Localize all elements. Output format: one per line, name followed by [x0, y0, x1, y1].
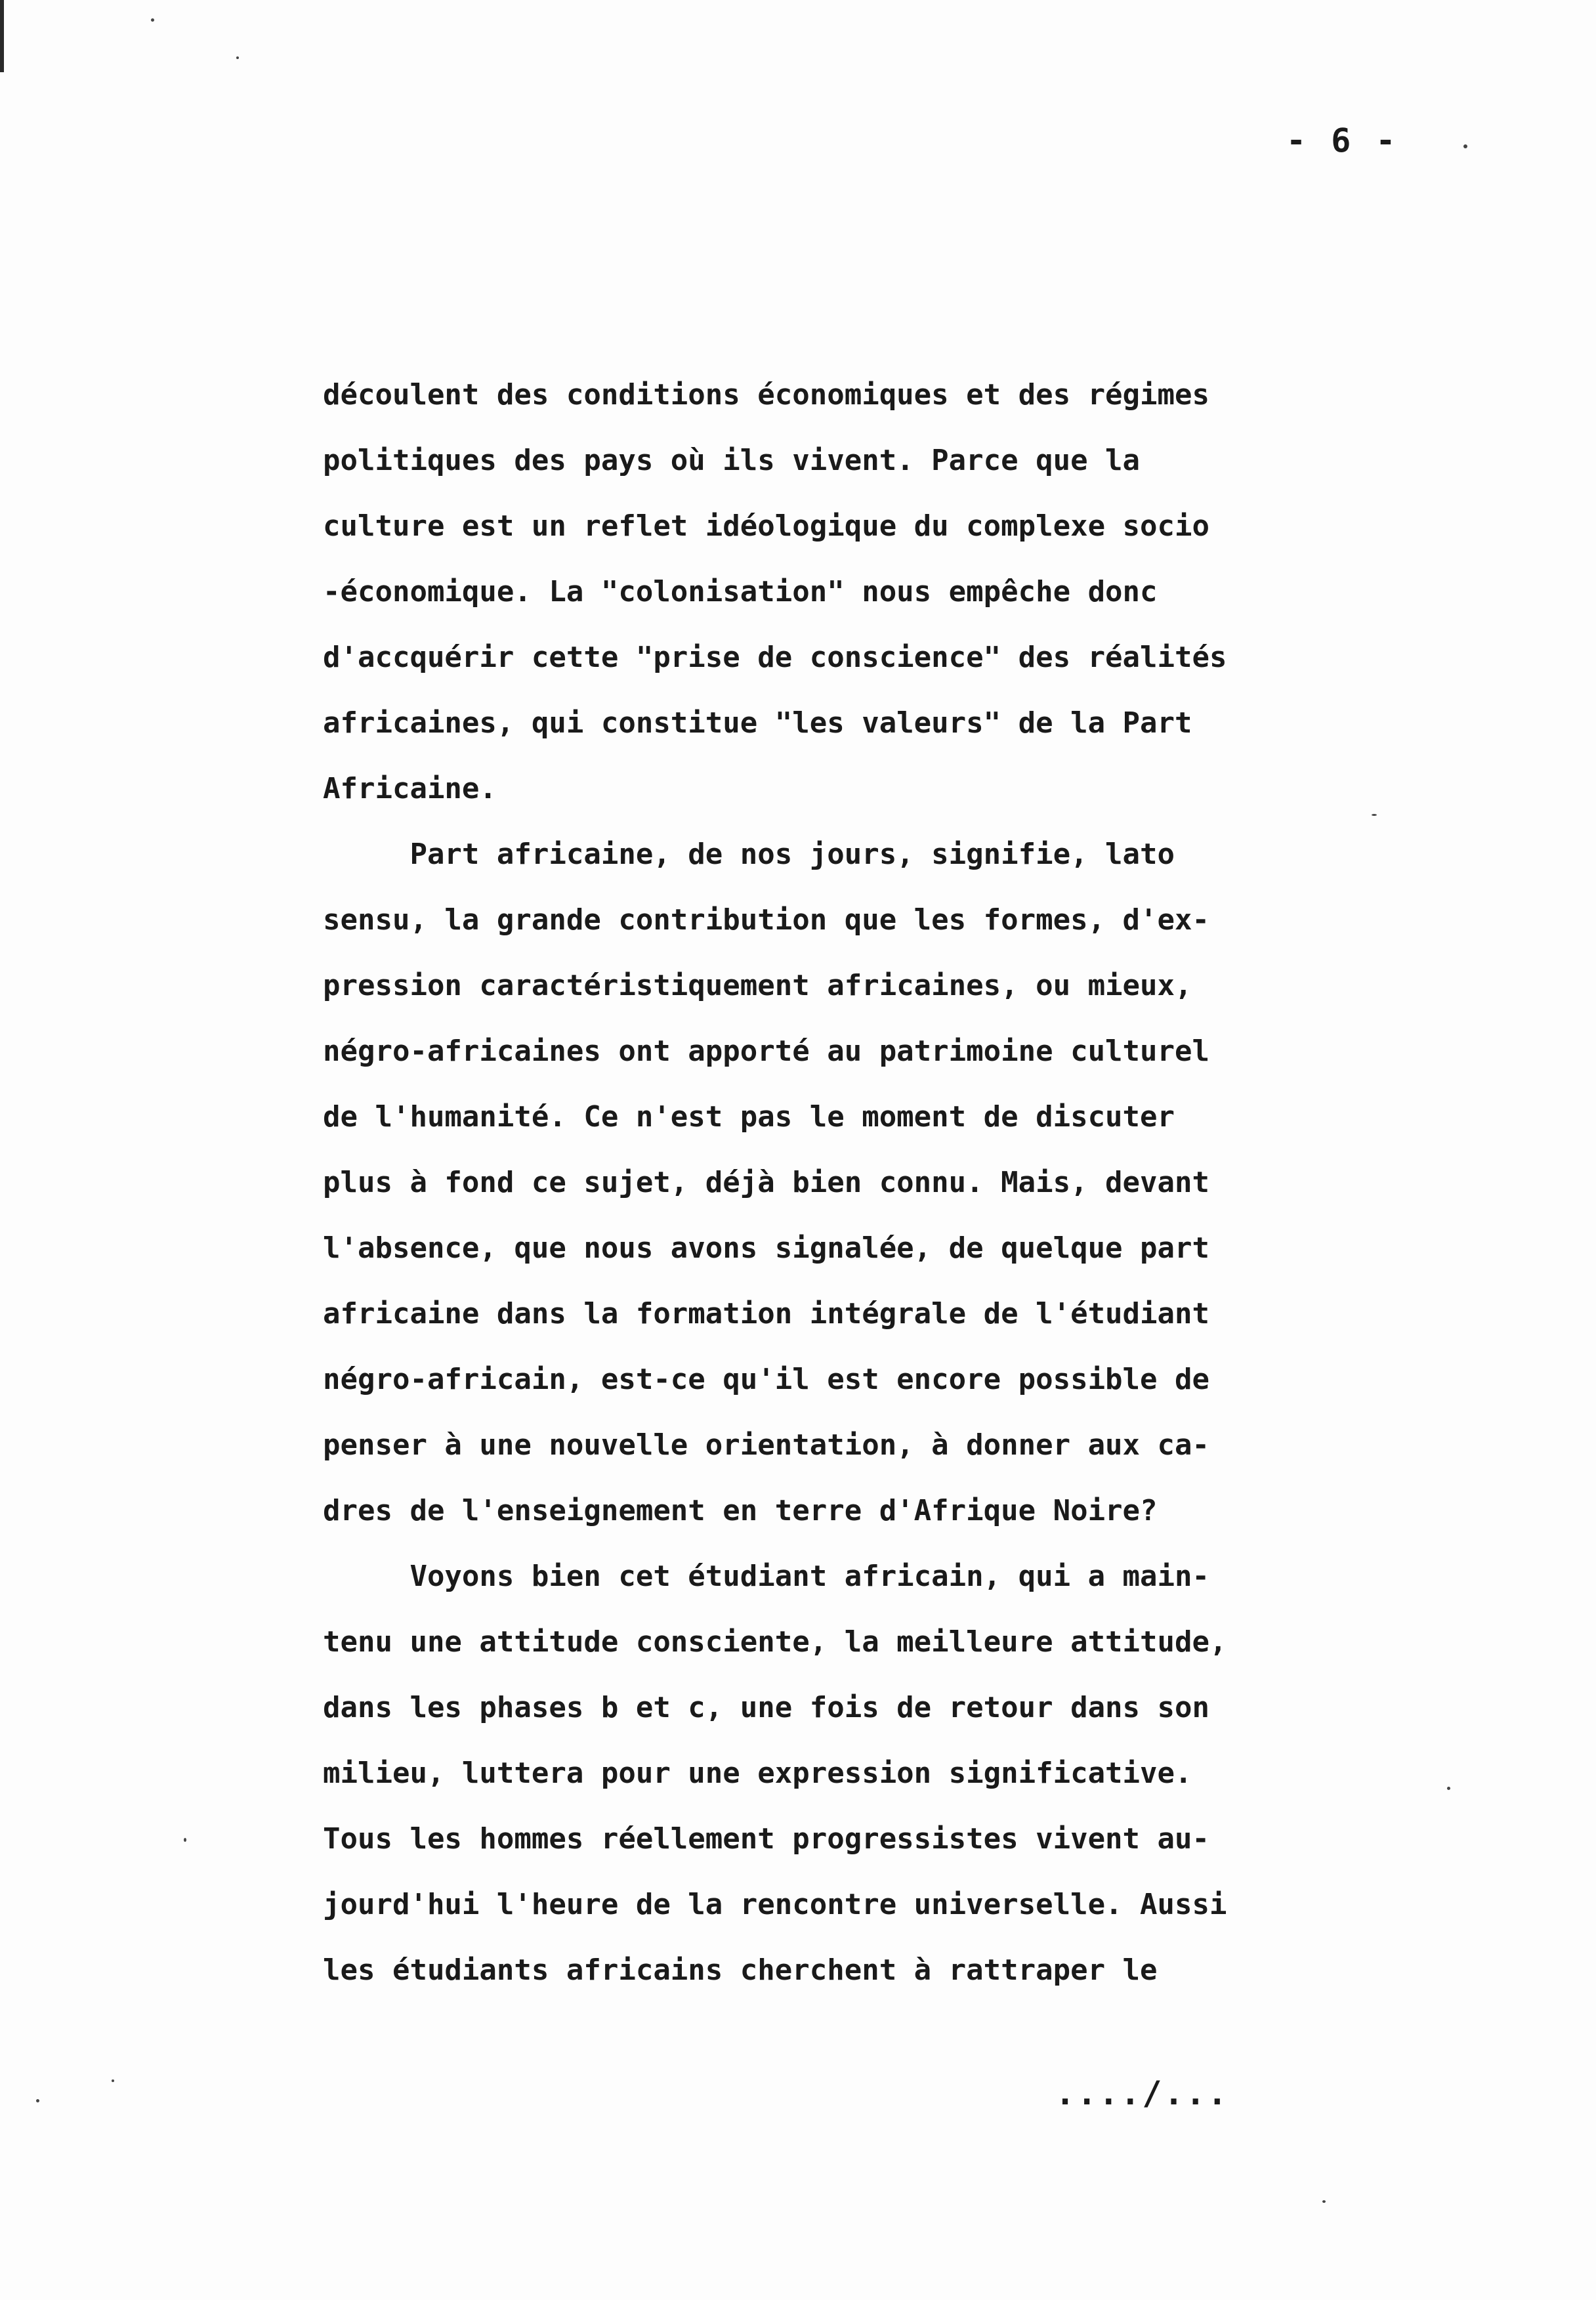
text-line: Voyons bien cet étudiant africain, qui a main- [323, 1560, 1210, 1593]
scan-speck [184, 1838, 186, 1842]
text-line: culture est un reflet idéologique du complexe socio [323, 509, 1210, 543]
text-line: dres de l'enseignement en terre d'Afrique Noire? [323, 1494, 1158, 1527]
text-line: l'absence, que nous avons signalée, de quelque part [323, 1231, 1210, 1265]
text-line: Africaine. [323, 772, 497, 805]
text-line: penser à une nouvelle orientation, à donner aux ca- [323, 1428, 1210, 1462]
scan-edge-mark [0, 0, 4, 72]
scan-speck [1463, 144, 1467, 148]
text-line: négro-africaines ont apporté au patrimoine culturel [323, 1034, 1210, 1068]
text-line: plus à fond ce sujet, déjà bien connu. Mais, devant [323, 1166, 1210, 1199]
text-line: jourd'hui l'heure de la rencontre universelle. Aussi [323, 1888, 1227, 1921]
text-line: découlent des conditions économiques et des régimes [323, 378, 1210, 412]
text-line: tenu une attitude consciente, la meilleure attitude, [323, 1625, 1227, 1659]
page-number: - 6 - [1286, 121, 1398, 160]
continuation-mark: ..../... [1055, 2074, 1229, 2112]
scan-speck [1322, 2200, 1326, 2203]
text-line: les étudiants africains cherchent à rattraper le [323, 1953, 1158, 1987]
text-line: dans les phases b et c, une fois de retour dans son [323, 1691, 1210, 1724]
text-line: sensu, la grande contribution que les formes, d'ex- [323, 903, 1210, 937]
text-line: Part africaine, de nos jours, signifie, lato [323, 838, 1175, 871]
scan-speck [151, 18, 154, 22]
text-line: africaine dans la formation intégrale de l'étudiant [323, 1297, 1210, 1331]
text-line: politiques des pays où ils vivent. Parce que la [323, 444, 1141, 477]
scan-speck [236, 56, 239, 59]
scan-speck [1447, 1787, 1450, 1790]
text-line: -économique. La "colonisation" nous empêche donc [323, 575, 1158, 608]
body-text [323, 362, 1399, 2003]
text-line: africaines, qui constitue "les valeurs" de la Part [323, 706, 1192, 740]
text-line: Tous les hommes réellement progressistes vivent au- [323, 1822, 1210, 1856]
scan-speck [112, 2079, 114, 2082]
text-line: de l'humanité. Ce n'est pas le moment de discuter [323, 1100, 1175, 1134]
text-line: d'accquérir cette "prise de conscience" des réalités [323, 641, 1227, 674]
text-line: négro-africain, est-ce qu'il est encore possible de [323, 1363, 1210, 1396]
scan-speck [36, 2099, 39, 2102]
text-line: pression caractéristiquement africaines, ou mieux, [323, 969, 1192, 1002]
text-line: milieu, luttera pour une expression significative. [323, 1757, 1192, 1790]
scan-speck [1372, 814, 1377, 816]
